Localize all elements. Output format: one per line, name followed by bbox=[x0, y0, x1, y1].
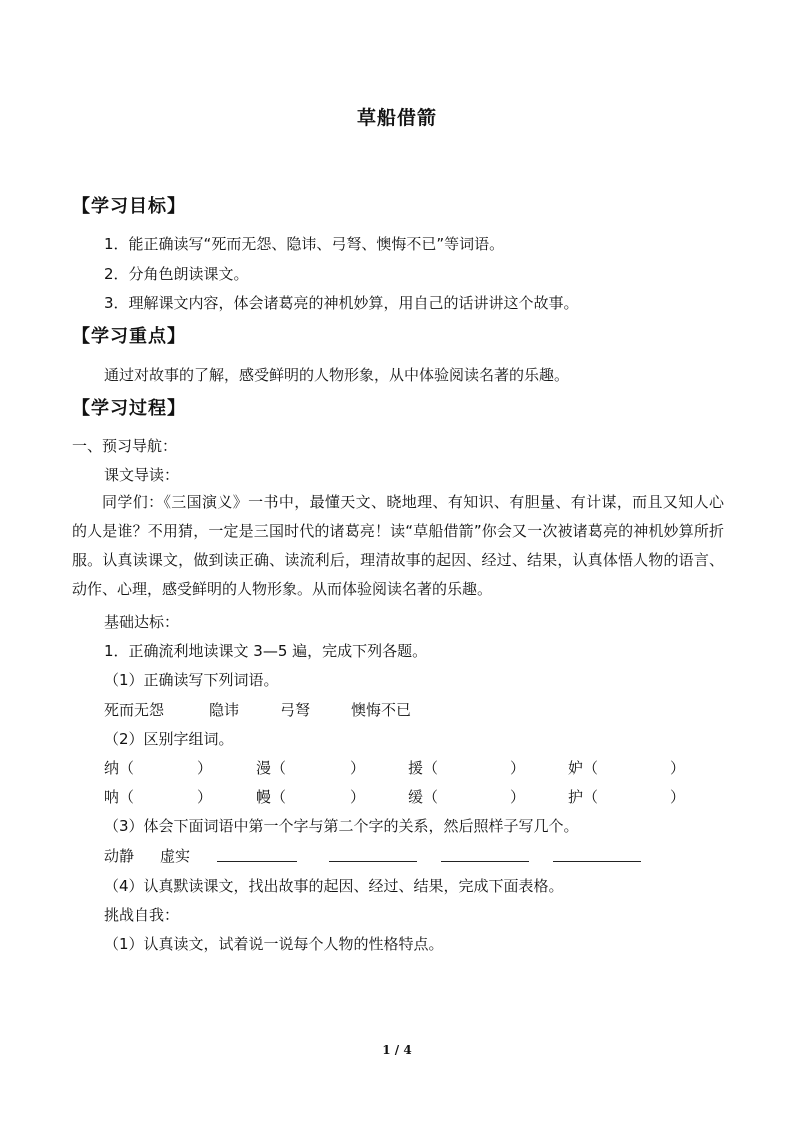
answer-blank bbox=[553, 861, 641, 862]
question-3: （3）体会下面词语中第一个字与第二个字的关系，然后照样子写几个。 bbox=[104, 817, 579, 835]
challenge-label: 挑战自我： bbox=[104, 906, 180, 924]
goal-item-2: 2．分角色朗读课文。 bbox=[104, 265, 249, 283]
char-row1-1: 纳（ bbox=[104, 759, 135, 777]
focus-text: 通过对故事的了解，感受鲜明的人物形象，从中体验阅读名著的乐趣。 bbox=[104, 366, 570, 384]
challenge-question-1: （1）认真读文，试着说一说每个人物的性格特点。 bbox=[104, 935, 444, 953]
answer-blank bbox=[329, 861, 417, 862]
paren-close: ） bbox=[350, 759, 366, 777]
char-row1-2: 漫（ bbox=[256, 759, 287, 777]
focus-heading: 【学习重点】 bbox=[72, 326, 186, 347]
paren-close: ） bbox=[670, 788, 686, 806]
item-1: 1．正确流利地读课文 3—5 遍，完成下列各题。 bbox=[104, 642, 428, 660]
page-number: 1 / 4 bbox=[382, 1043, 412, 1057]
char-row2-4: 护（ bbox=[568, 788, 599, 806]
question-2: （2）区别字组词。 bbox=[104, 730, 234, 748]
guide-paragraph: 同学们：《三国演义》一书中，最懂天文、晓地理、有知识、有胆量、有计谋，而且又知人心的人是谁？不用猜，一定是三国时代的诸葛亮！读“草船借箭”你会又一次被诸葛亮的神机妙算所折服。认真读课文，做到读正确、读流利后，理清故事的起因、经过、结果，认真体悟人物的语言、动作、心理，感受鲜明的人物形象。从而体验阅读名著的乐趣。 bbox=[72, 493, 724, 598]
paren-close: ） bbox=[510, 759, 526, 777]
char-row1-4: 妒（ bbox=[568, 759, 599, 777]
char-row2-1: 呐（ bbox=[104, 788, 135, 806]
question-1: （1）正确读写下列词语。 bbox=[104, 671, 279, 689]
char-row2-3: 缓（ bbox=[408, 788, 439, 806]
goals-heading: 【学习目标】 bbox=[72, 196, 186, 217]
answer-blank bbox=[217, 861, 297, 862]
word-1: 死而无怨 bbox=[104, 701, 165, 719]
paren-close: ） bbox=[197, 788, 213, 806]
goal-item-3: 3．理解课文内容，体会诸葛亮的神机妙算，用自己的话讲讲这个故事。 bbox=[104, 294, 579, 312]
process-heading: 【学习过程】 bbox=[72, 398, 186, 419]
document-title: 草船借箭 bbox=[356, 107, 437, 129]
word-2: 隐讳 bbox=[209, 701, 240, 719]
paren-close: ） bbox=[197, 759, 213, 777]
guide-label: 课文导读： bbox=[104, 466, 180, 484]
paren-close: ） bbox=[510, 788, 526, 806]
word-4: 懊悔不已 bbox=[351, 701, 412, 719]
question-4: （4）认真默读课文，找出故事的起因、经过、结果，完成下面表格。 bbox=[104, 877, 564, 895]
example-2: 虚实 bbox=[160, 847, 191, 865]
paren-close: ） bbox=[350, 788, 366, 806]
example-1: 动静 bbox=[104, 847, 135, 865]
char-row1-3: 援（ bbox=[408, 759, 439, 777]
goal-item-1: 1．能正确读写“死而无怨、隐讳、弓弩、懊悔不已”等词语。 bbox=[104, 235, 505, 253]
word-3: 弓弩 bbox=[280, 701, 311, 719]
char-row2-2: 幔（ bbox=[256, 788, 287, 806]
basic-label: 基础达标： bbox=[104, 613, 180, 631]
paren-close: ） bbox=[670, 759, 686, 777]
preview-label: 一、预习导航： bbox=[72, 437, 178, 455]
answer-blank bbox=[441, 861, 529, 862]
